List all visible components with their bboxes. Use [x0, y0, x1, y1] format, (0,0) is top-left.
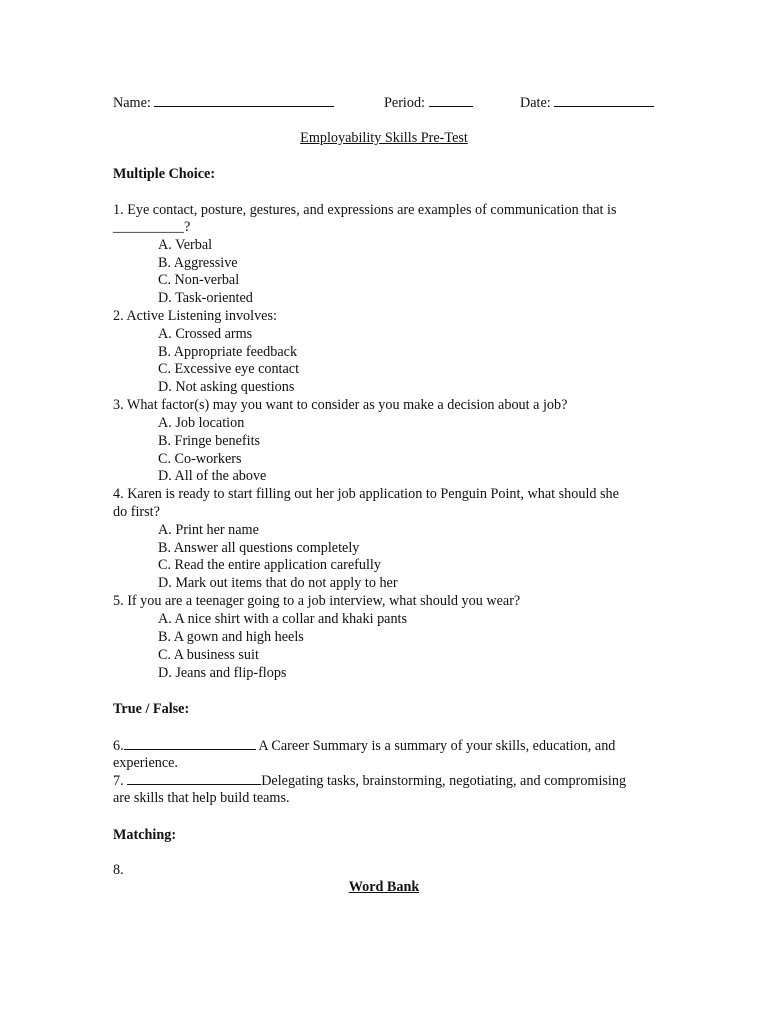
- question-7-text: Delegating tasks, brainstorming, negotiating, and compromising: [261, 773, 627, 789]
- question-1-option-d: D. Task-oriented: [158, 290, 253, 306]
- question-7-blank[interactable]: [127, 772, 261, 785]
- question-5-option-c: C. A business suit: [158, 647, 259, 663]
- question-4-option-d: D. Mark out items that do not apply to her: [158, 575, 398, 591]
- question-4-option-b: B. Answer all questions completely: [158, 540, 360, 556]
- question-1-option-a: A. Verbal: [158, 237, 213, 253]
- question-2-option-d: D. Not asking questions: [158, 379, 295, 395]
- date-blank[interactable]: [554, 94, 654, 107]
- question-6: [113, 737, 615, 755]
- page-title: Employability Skills Pre-Test: [300, 130, 468, 146]
- name-label: Name:: [113, 95, 155, 111]
- period-field: [384, 94, 473, 112]
- question-6-number: 6.: [113, 738, 124, 754]
- question-6-text: A Career Summary is a summary of your skills, education, and: [258, 738, 616, 754]
- question-4-option-a: A. Print her name: [158, 522, 259, 538]
- question-1-continuation: __________?: [113, 219, 191, 235]
- section-heading-true-false: True / False:: [113, 701, 190, 717]
- question-7: [113, 772, 626, 790]
- question-1-option-c: C. Non-verbal: [158, 272, 240, 288]
- question-4: 4. Karen is ready to start filling out her job application to Penguin Point, what should she: [113, 486, 619, 502]
- question-4-continuation: do first?: [113, 504, 160, 520]
- question-2-option-a: A. Crossed arms: [158, 326, 253, 342]
- question-1: 1. Eye contact, posture, gestures, and expressions are examples of communication that is: [113, 202, 617, 218]
- question-6-blank[interactable]: [124, 737, 256, 750]
- question-3-option-b: B. Fringe benefits: [158, 433, 261, 449]
- question-7-continuation: are skills that help build teams.: [113, 790, 290, 806]
- section-heading-multiple-choice: Multiple Choice:: [113, 166, 216, 182]
- period-label: Period:: [384, 95, 425, 111]
- question-5-option-b: B. A gown and high heels: [158, 629, 304, 645]
- question-3: 3. What factor(s) may you want to consider as you make a decision about a job?: [113, 397, 568, 413]
- question-3-option-d: D. All of the above: [158, 468, 267, 484]
- section-heading-matching: Matching:: [113, 827, 177, 843]
- question-3-option-a: A. Job location: [158, 415, 245, 431]
- word-bank-heading: Word Bank: [348, 879, 420, 895]
- question-2-option-c: C. Excessive eye contact: [158, 361, 300, 377]
- question-5-option-d: D. Jeans and flip-flops: [158, 665, 287, 681]
- question-8-number: 8.: [113, 862, 124, 878]
- question-5-option-a: A. A nice shirt with a collar and khaki pants: [158, 611, 408, 627]
- question-4-option-c: C. Read the entire application carefully: [158, 557, 381, 573]
- question-3-option-c: C. Co-workers: [158, 451, 242, 467]
- period-blank[interactable]: [429, 94, 473, 107]
- question-1-option-b: B. Aggressive: [158, 255, 238, 271]
- question-2: 2. Active Listening involves:: [113, 308, 277, 324]
- question-6-continuation: experience.: [113, 755, 178, 771]
- date-label: Date:: [520, 95, 551, 111]
- name-field: [113, 94, 334, 112]
- name-blank[interactable]: [154, 94, 334, 107]
- question-5: 5. If you are a teenager going to a job interview, what should you wear?: [113, 593, 521, 609]
- question-7-number: 7.: [113, 773, 124, 789]
- question-2-option-b: B. Appropriate feedback: [158, 344, 298, 360]
- date-field: [520, 94, 654, 112]
